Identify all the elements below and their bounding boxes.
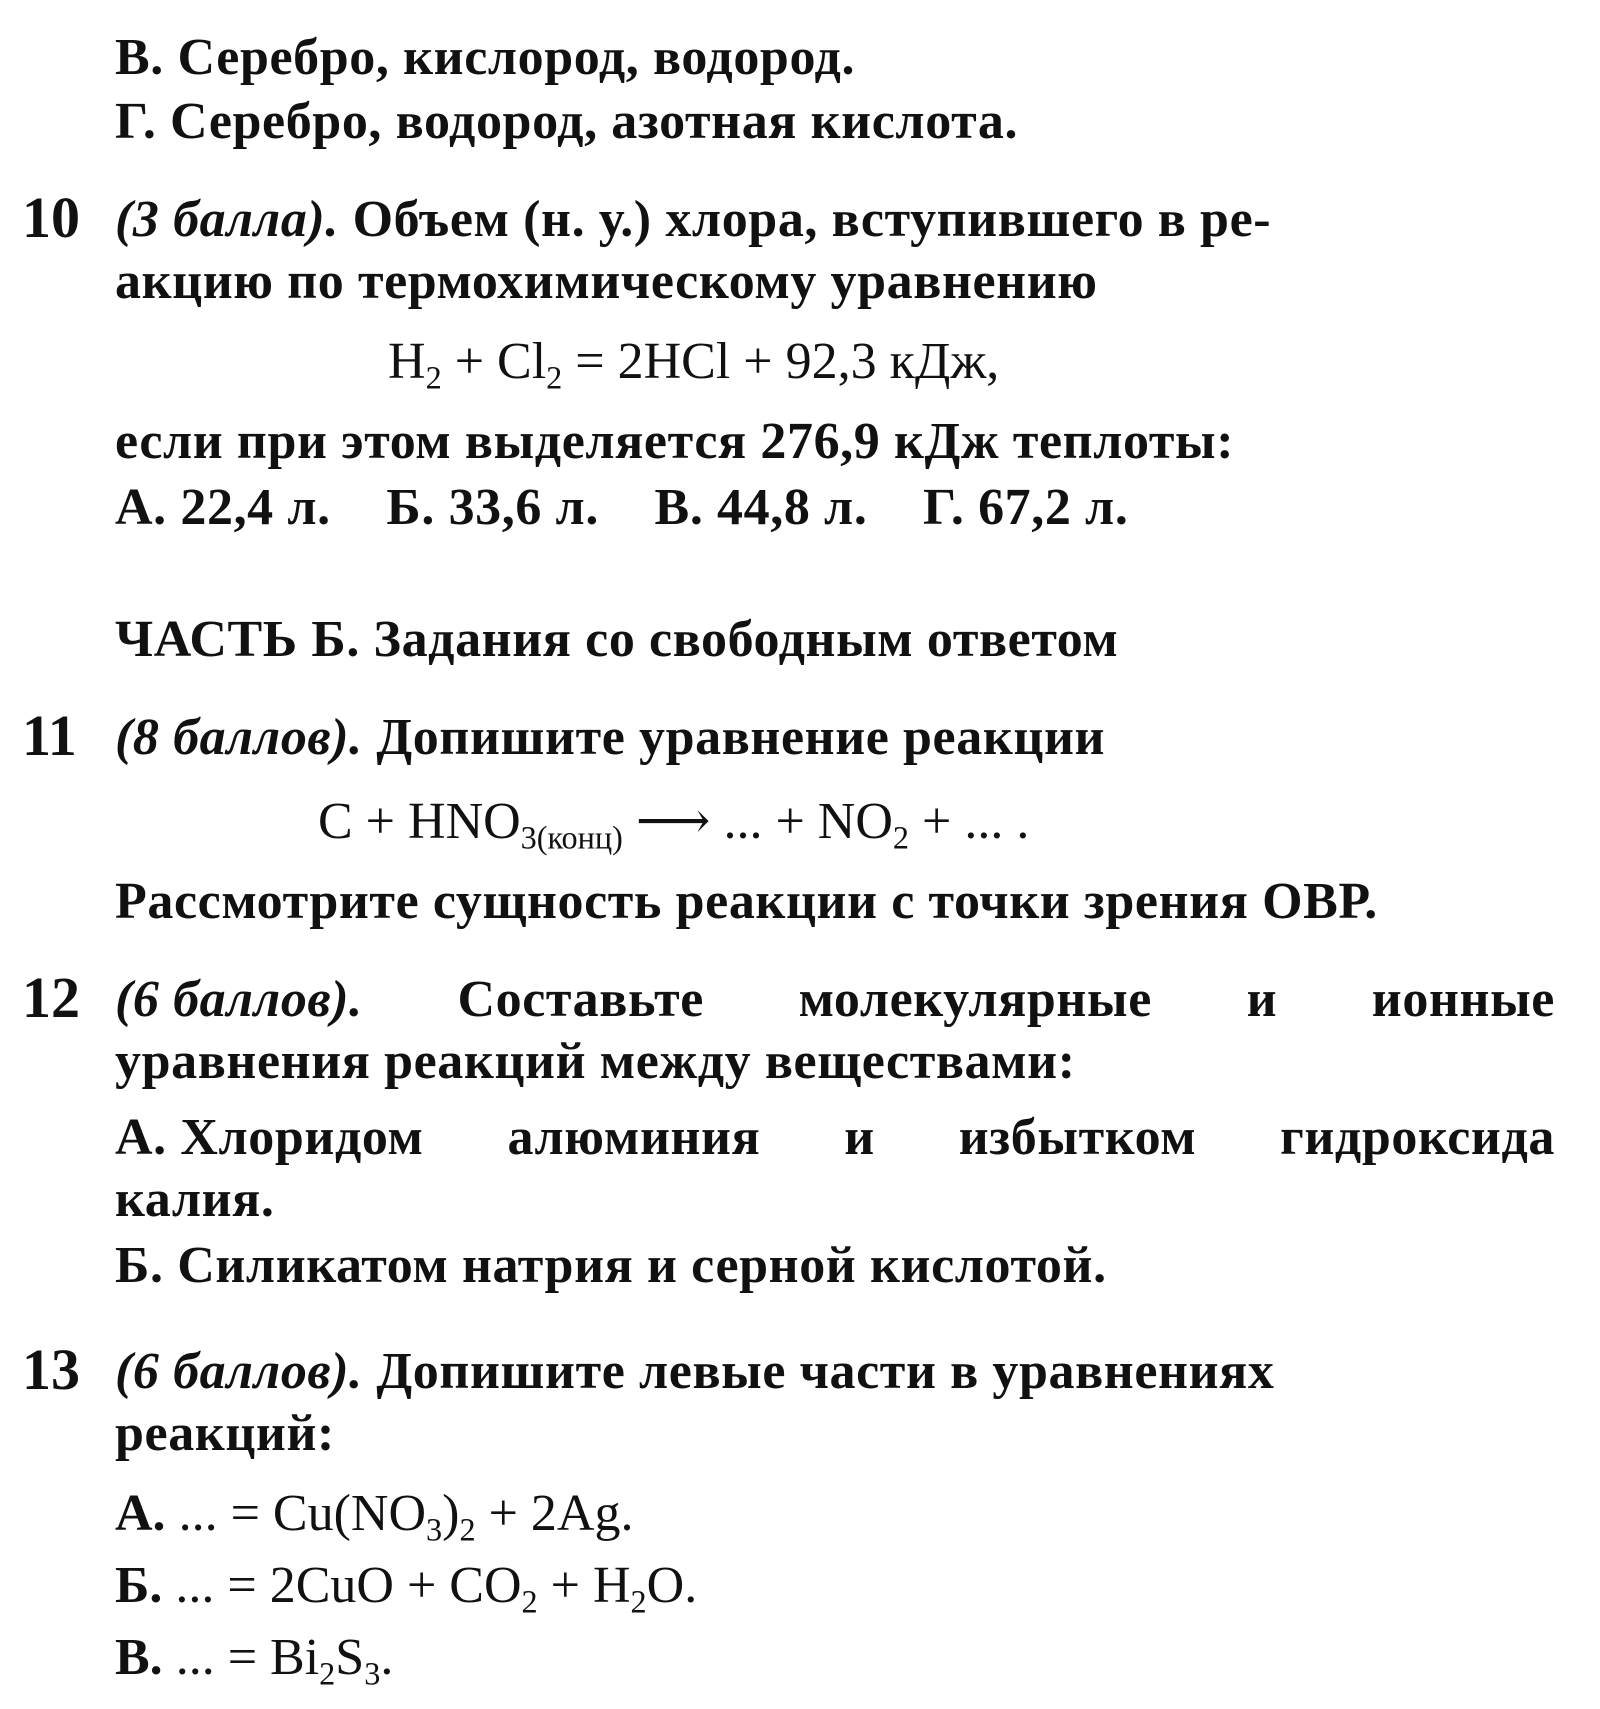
q10-option-g: Г. 67,2 л. <box>923 479 1129 536</box>
q11-points: (8 баллов). <box>115 709 363 766</box>
q12-option-a: А. Хлоридом алюминия и избытком гидроксида <box>115 1109 1555 1166</box>
q10-line2: акцию по термохимическому уравнению <box>115 253 1098 310</box>
q13-number: 13 <box>22 1337 80 1402</box>
option-label: А. <box>115 1109 167 1166</box>
q11-equation: $C + HNO_{3(конц)}$ ⟶ ... + $NO_2$ + ... . <box>318 793 1030 856</box>
option-text: Силикатом натрия и серной кислотой. <box>177 1237 1107 1294</box>
q12-line1: (6 баллов). Составьте молекулярные и ионные <box>115 971 1555 1028</box>
q11-number: 11 <box>22 703 77 768</box>
q10-option-a: А. 22,4 л. <box>115 479 331 536</box>
q10-option-b: Б. 33,6 л. <box>386 479 599 536</box>
q13-text: Допишите левые части в уравнениях <box>376 1343 1275 1400</box>
q13-points: (6 баллов). <box>115 1343 363 1400</box>
q11-line1 <box>115 708 1105 768</box>
q10-line1 <box>115 190 1271 250</box>
option-text: Серебро, водород, азотная кислота. <box>170 93 1019 150</box>
q11-text: Допишите уравнение реакции <box>376 709 1106 766</box>
q10-option-v: В. 44,8 л. <box>654 479 868 536</box>
q10-text: Объем (н. у.) хлора, вступившего в ре- <box>352 191 1272 248</box>
q9-option-g <box>115 92 1018 152</box>
q9-option-v <box>115 28 855 88</box>
q13-option-v: В. ... = $Bi_2S_3$. <box>115 1629 394 1692</box>
q12-number: 12 <box>22 965 80 1030</box>
q13-option-b: Б. ... = $2CuO + CO_2 + H_2O$. <box>115 1557 698 1620</box>
q11-line2: Рассмотрите сущность реакции с точки зрения ОВР. <box>115 873 1378 930</box>
q10-line3: если при этом выделяется 276,9 кДж теплоты: <box>115 413 1235 470</box>
reaction-arrow-icon: ⟶ <box>635 793 711 850</box>
part-b-heading <box>115 610 1118 670</box>
q13-line1 <box>115 1342 1275 1402</box>
q13-option-a: А. ... = $Cu(NO_3)_2 + 2Ag$. <box>115 1485 634 1548</box>
q10-points: (3 балла). <box>115 191 339 248</box>
part-b-label: ЧАСТЬ Б. <box>115 611 360 668</box>
q12-points: (6 баллов). <box>115 971 363 1028</box>
q12-option-b <box>115 1236 1107 1296</box>
q10-number: 10 <box>22 185 80 250</box>
option-text: Серебро, кислород, водород. <box>177 29 856 86</box>
option-label: В. <box>115 29 164 86</box>
q10-equation: $H_2 + Cl_2 = 2HCl + 92,3$ кДж, <box>388 333 1000 396</box>
option-label: Б. <box>115 1237 164 1294</box>
q12-option-a-cont: калия. <box>115 1171 275 1228</box>
option-label: Г. <box>115 93 157 150</box>
q13-line2: реакций: <box>115 1405 335 1462</box>
part-b-title: Задания со свободным ответом <box>373 611 1119 668</box>
q10-options <box>115 478 1170 538</box>
q12-line2: уравнения реакций между веществами: <box>115 1033 1076 1090</box>
